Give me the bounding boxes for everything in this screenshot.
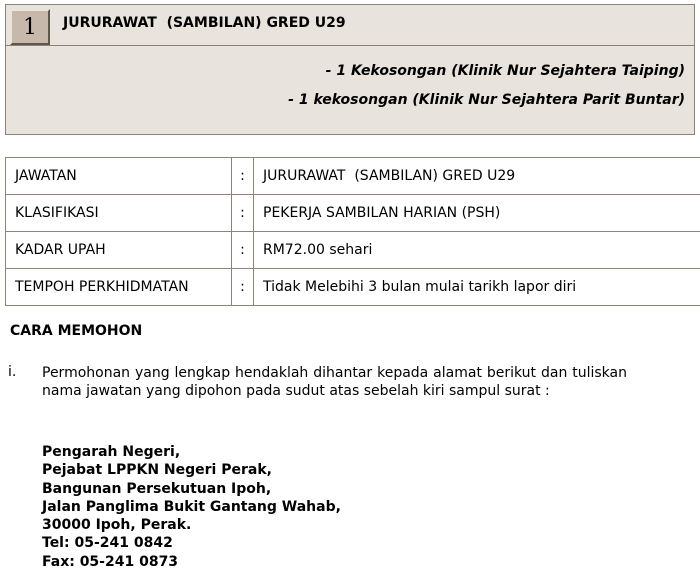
position-number: 1 [10,9,50,45]
header-title-row [6,5,694,46]
row-separator: : [232,269,254,306]
address-line: Jalan Panglima Bukit Gantang Wahab, [42,498,341,515]
address-line: Pengarah Negeri, [42,444,181,460]
position-title: JURURAWAT (SAMBILAN) GRED U29 [63,15,346,31]
table-row [6,269,700,306]
fax-number: Fax: 05-241 0873 [42,553,179,570]
list-marker: i. [8,364,17,380]
table-row [6,158,700,195]
vacancy-line: - 1 Kekosongan (Klinik Nur Sejahtera Taiping) [325,63,685,79]
address-line: 30000 Ipoh, Perak. [42,517,192,534]
row-separator: : [232,232,254,269]
section-title: CARA MEMOHON [10,323,143,339]
application-instructions: Permohonan yang lengkap hendaklah dihantar kepada alamat berikut dan tuliskan nama jawatan yang dipohon pada sudut atas sebelah kiri sampul surat : [42,365,627,399]
row-value: JURURAWAT (SAMBILAN) GRED U29 [254,158,700,195]
row-separator: : [232,158,254,195]
row-label: JAWATAN [6,158,232,195]
position-header [5,4,695,135]
position-info-table [5,157,700,306]
row-label: KADAR UPAH [6,232,232,269]
row-separator: : [232,195,254,232]
table-row [6,195,700,232]
phone-number: Tel: 05-241 0842 [42,535,173,552]
row-value: Tidak Melebihi 3 bulan mulai tarikh lapor diri [254,269,700,306]
address-line: Bangunan Persekutuan Ipoh, [42,480,272,497]
mailing-address [42,443,341,571]
vacancy-line: - 1 kekosongan (Klinik Nur Sejahtera Parit Buntar) [288,92,685,108]
row-label: KLASIFIKASI [6,195,232,232]
row-value: PEKERJA SAMBILAN HARIAN (PSH) [254,195,700,232]
table-row [6,232,700,269]
address-line: Pejabat LPPKN Negeri Perak, [42,462,272,479]
row-value: RM72.00 sehari [254,232,700,269]
row-label: TEMPOH PERKHIDMATAN [6,269,232,306]
